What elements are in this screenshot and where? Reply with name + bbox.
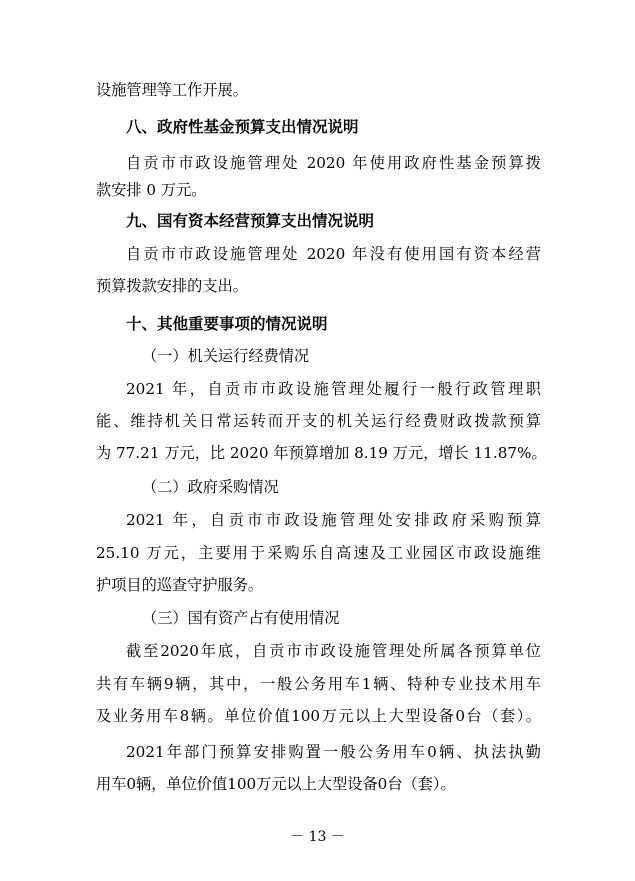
section-heading-10: 十、其他重要事项的情况说明	[126, 315, 328, 333]
text-line: 款安排 0 万元。	[96, 181, 207, 199]
section-heading-9: 九、国有资本经营预算支出情况说明	[126, 212, 375, 230]
text-line: 截至2020年底，自贡市市政设施管理处所属各预算单位	[126, 642, 541, 660]
text-line: 2021年部门预算安排购置一般公务用车0辆、执法执勤	[126, 743, 541, 761]
text-line: 2021 年，自贡市市政设施管理处安排政府采购预算	[126, 511, 541, 529]
text-line: 共有车辆9辆，其中，一般公务用车1辆、特种专业技术用车	[96, 675, 541, 693]
page-number: － 13 －	[290, 829, 345, 845]
subsection-heading-1: （一）机关运行经费情况	[142, 347, 310, 365]
text-line: 自贡市市政设施管理处 2020 年使用政府性基金预算拨	[126, 154, 541, 172]
subsection-heading-3: （三）国有资产占有使用情况	[142, 609, 340, 627]
text-line: 设施管理等工作开展。	[96, 81, 248, 99]
text-line: 2021 年，自贡市市政设施管理处履行一般行政管理职	[126, 380, 541, 398]
text-line: 用车0辆，单位价值100万元以上大型设备0台（套）。	[96, 775, 456, 793]
text-line: 为 77.21 万元，比 2020 年预算增加 8.19 万元，增长 11.87%。	[96, 444, 547, 462]
text-line: 预算拨款安排的支出。	[96, 277, 248, 295]
text-line: 自贡市市政设施管理处 2020 年没有使用国有资本经营	[126, 245, 541, 263]
section-heading-8: 八、政府性基金预算支出情况说明	[126, 118, 359, 136]
text-line: 及业务用车8辆。单位价值100万元以上大型设备0台（套）。	[96, 707, 541, 725]
text-line: 25.10 万元，主要用于采购乐自高速及工业园区市政设施维	[96, 544, 541, 562]
text-line: 能、维持机关日常运转而开支的机关运行经费财政拨款预算	[96, 412, 541, 430]
text-line: 护项目的巡查守护服务。	[96, 576, 264, 594]
subsection-heading-2: （二）政府采购情况	[142, 478, 279, 496]
